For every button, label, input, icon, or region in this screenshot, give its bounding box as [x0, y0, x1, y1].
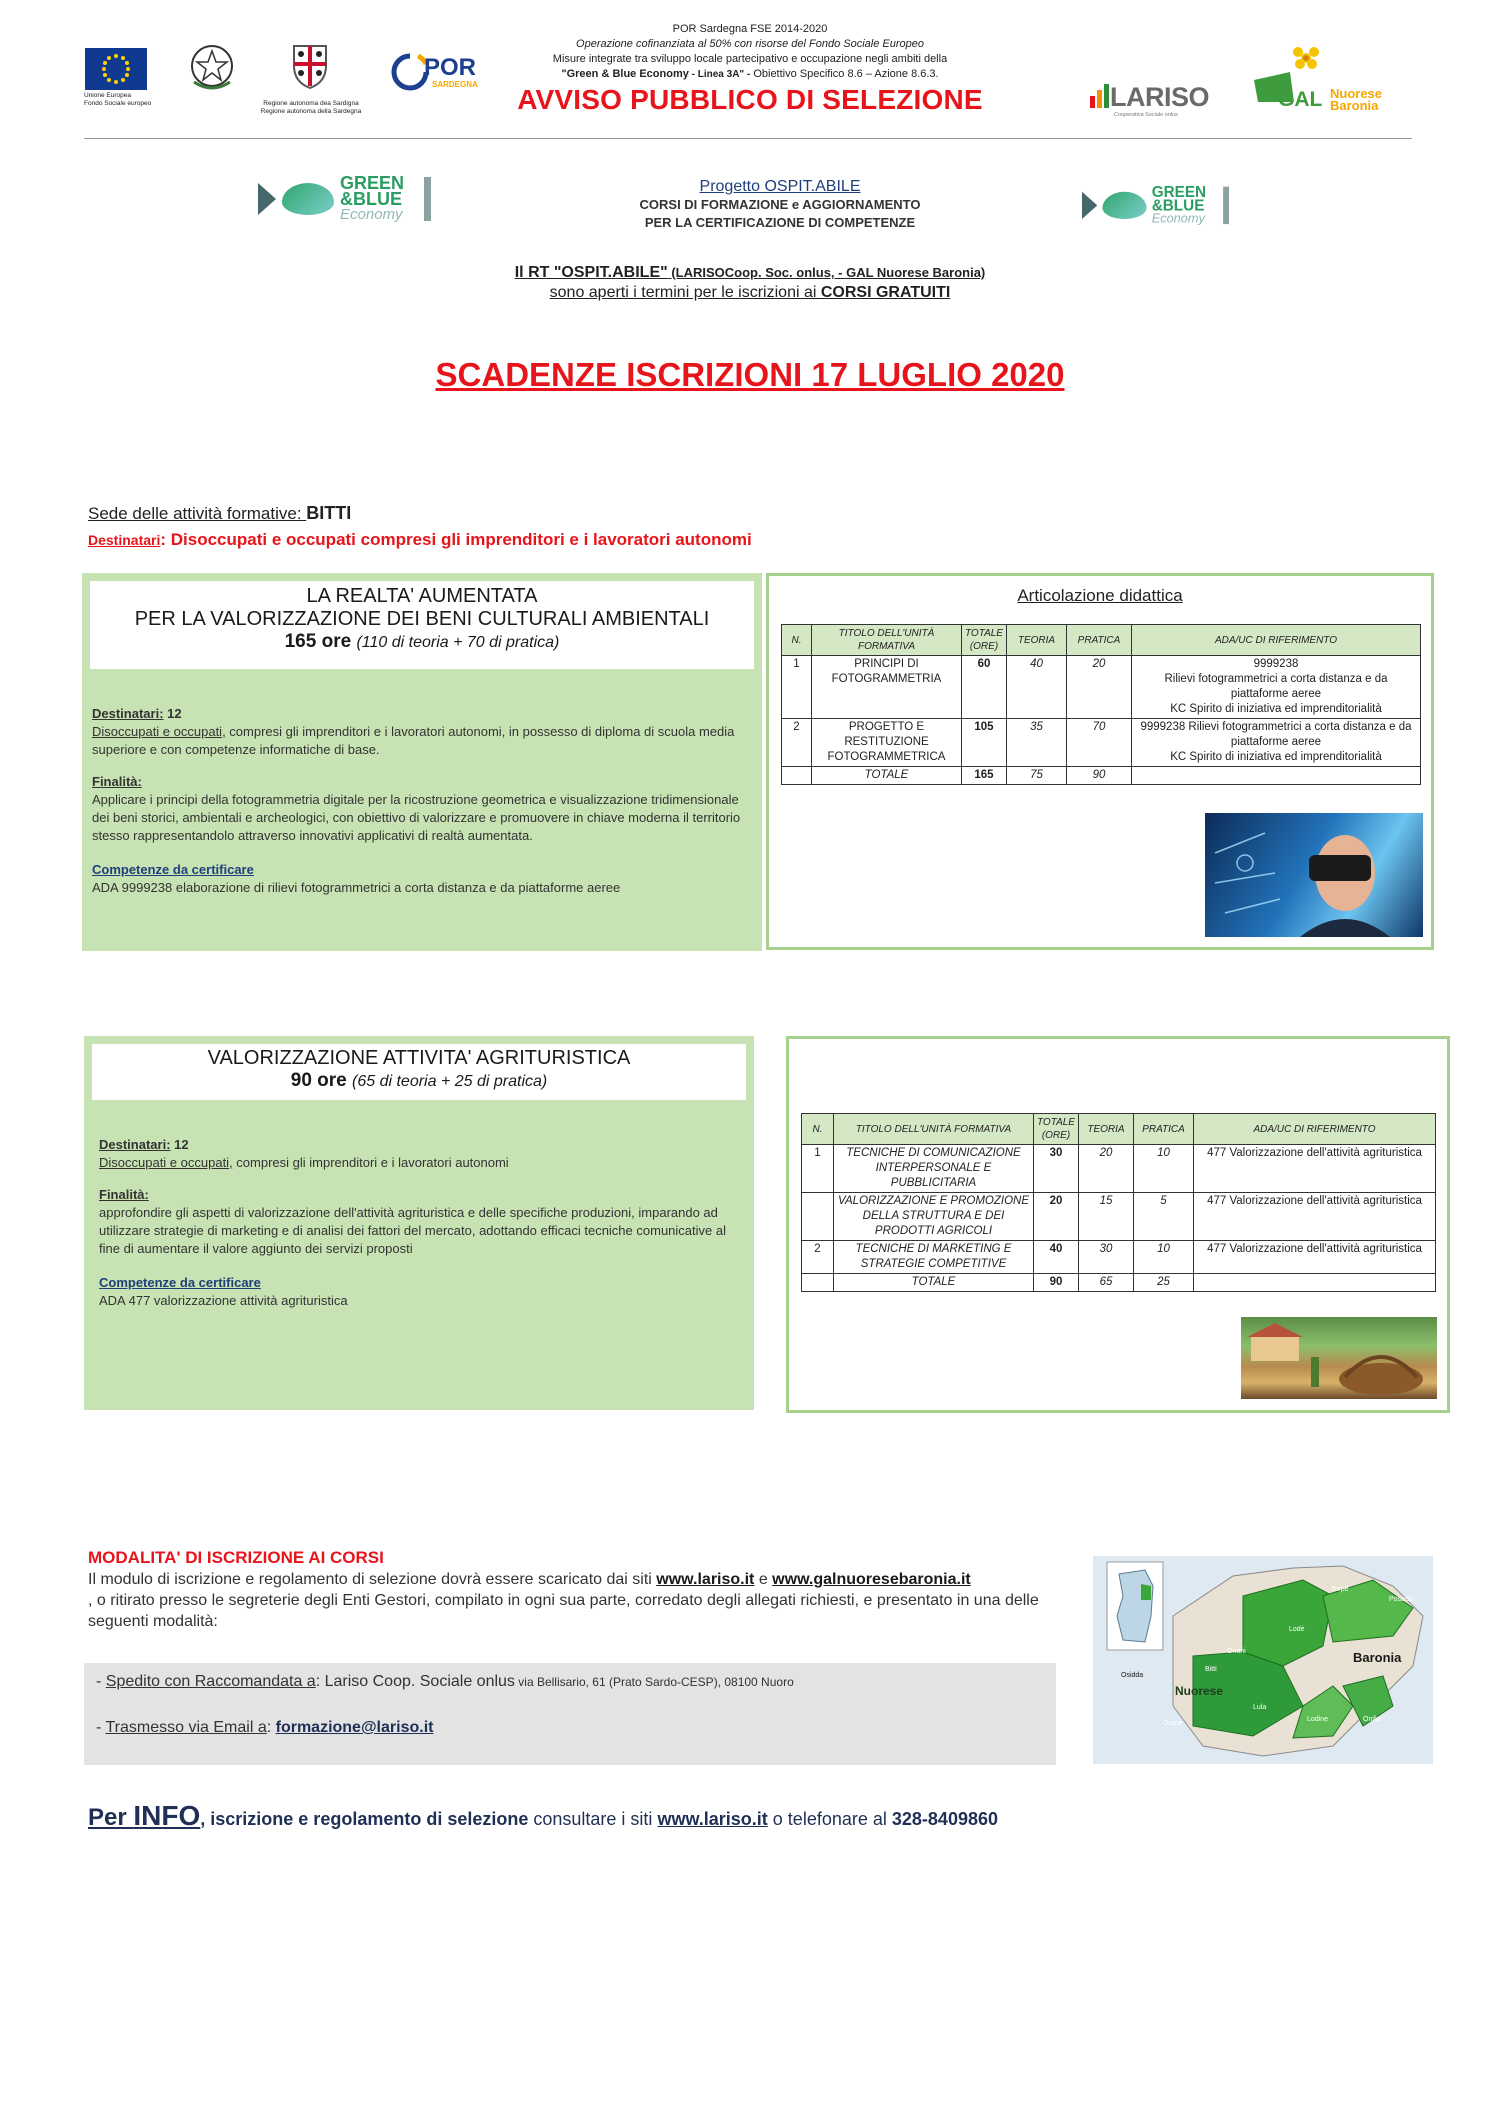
opt2-ul: Trasmesso via Email [105, 1719, 258, 1736]
course2-details [99, 1136, 744, 1310]
cell-title: TECNICHE DI MARKETING E STRATEGIE COMPETITIVE [834, 1241, 1034, 1274]
cell-title: TECNICHE DI COMUNICAZIONE INTERPERSONALE E PUBBLICITARIA [834, 1145, 1034, 1193]
cell-total-tot: 90 [1034, 1274, 1079, 1292]
course1-title-2: PER LA VALORIZZAZIONE DEI BENI CULTURALI AMBIENTALI [134, 608, 710, 630]
info-mid: , iscrizione e regolamento di selezione [200, 1809, 529, 1829]
course1-details [92, 705, 748, 897]
rt-rest: (LARISOCoop. Soc. onlus, - GAL Nuorese Baronia) [667, 265, 986, 280]
map-town: Lula [1253, 1704, 1267, 1711]
opt2-a: a [257, 1719, 267, 1736]
opt1-a: a [306, 1673, 316, 1690]
rt-bold: Il RT "OSPIT.ABILE" [514, 264, 668, 281]
course2-fin-label: Finalità: [99, 1187, 149, 1202]
course2-dest-text: compresi gli imprenditori e i lavoratori autonomi [232, 1155, 509, 1170]
header-line-2: Operazione cofinanziata al 50% con risorse del Fondo Sociale Europeo [576, 38, 924, 50]
sardegna-logo [288, 40, 332, 90]
gal-link[interactable]: www.galnuoresebaronia.it [772, 1571, 971, 1588]
opt1-mid: : Lariso Coop. Sociale onlus [315, 1673, 515, 1690]
gb-line3: Economy [340, 206, 403, 223]
course2-hours-line [92, 1070, 746, 1092]
col-n: N. [802, 1114, 834, 1145]
cell-total-tot: 165 [962, 767, 1007, 785]
map-region-baronia: Baronia [1353, 1650, 1402, 1665]
col-title: TITOLO DELL'UNITÀ FORMATIVA [812, 625, 962, 656]
map-town: Onani [1227, 1648, 1246, 1655]
option-raccomandata [96, 1673, 794, 1691]
course2-dest-count: 12 [170, 1137, 189, 1152]
modalita-paragraph [88, 1569, 1068, 1632]
col-teoria: TEORIA [1006, 625, 1066, 656]
course1-fin-text: Applicare i principi della fotogrammetria digitale per la ricostruzione geometrica e visualizzazione tridimensionale dei beni storici, ambientali e archeologici, con obiettivo di valorizzare e promuovere in chiave moderna il territorio stesso rappresentandolo attraverso innovativi applicativi di realtà aumentata. [92, 792, 741, 843]
map-region-nuorese: Nuorese [1175, 1684, 1224, 1698]
table-header-row [802, 1114, 1436, 1145]
gb-line1: GREEN [340, 173, 405, 193]
header-line-4-bold: "Green & Blue Economy [561, 68, 689, 80]
territory-map [1093, 1556, 1433, 1764]
info-link[interactable]: www.lariso.it [657, 1809, 768, 1829]
table-row [802, 1145, 1436, 1193]
course1-hours: 165 ore [284, 631, 352, 652]
opt1-ul: Spedito con Raccomandata [105, 1673, 307, 1690]
cell-n: 2 [782, 719, 812, 767]
rt-line-2 [420, 283, 1080, 303]
map-town: Posada [1389, 1596, 1413, 1603]
info-line [88, 1800, 1388, 1832]
cell-ada: 9999238 Rilievi fotogrammetrici a corta distanza e da piattaforme aeree KC Spirito di iniziativa ed imprenditorialità [1131, 656, 1420, 719]
option-email [96, 1719, 433, 1737]
lariso-logo [1090, 82, 1215, 116]
course1-curriculum-card [766, 573, 1434, 950]
cell-total-teo: 65 [1078, 1274, 1133, 1292]
sede-label: Sede delle attività formative: [88, 504, 307, 523]
course1-fin-label: Finalità: [92, 774, 142, 789]
cell-ada: 9999238 Rilievi fotogrammetrici a corta distanza e da piattaforme aeree KC Spirito di iniziativa ed imprenditorialità [1131, 719, 1420, 767]
cell-total-label: TOTALE [812, 767, 962, 785]
cell-total: 105 [962, 719, 1007, 767]
cell-teoria: 30 [1078, 1241, 1133, 1274]
cell-teoria: 15 [1078, 1193, 1133, 1241]
col-n: N. [782, 625, 812, 656]
course1-dest-count: 12 [163, 706, 182, 721]
gb-line2: &BLUE [340, 189, 402, 209]
col-title: TITOLO DELL'UNITÀ FORMATIVA [834, 1114, 1034, 1145]
cell-n: 1 [782, 656, 812, 719]
green-blue-logo-right [1082, 185, 1229, 226]
course1-table [781, 624, 1421, 785]
table-row [782, 719, 1421, 767]
cell-total: 60 [962, 656, 1007, 719]
cell-pratica: 70 [1066, 719, 1131, 767]
sardegna-caption: Regione autonoma dea Sardigna Regione autonoma della Sardegna [260, 100, 362, 115]
cell-title: PRINCIPI DI FOTOGRAMMETRIA [812, 656, 962, 719]
gal-text: GAL [1278, 88, 1323, 111]
table-total-row [782, 767, 1421, 785]
course2-title-1: VALORIZZAZIONE ATTIVITA' AGRITURISTICA [207, 1047, 631, 1069]
course1-comp-text: ADA 9999238 elaborazione di rilievi fotogrammetrici a corta distanza e da piattaforme aeree [92, 880, 621, 895]
destinatari-value: Disoccupati e occupati compresi gli imprenditori e i lavoratori autonomi [170, 530, 752, 549]
lariso-link[interactable]: www.lariso.it [656, 1571, 755, 1588]
col-ada: ADA/UC DI RIFERIMENTO [1193, 1114, 1435, 1145]
map-town: Lodine [1307, 1716, 1329, 1723]
deadline-title: SCADENZE ISCRIZIONI 17 LUGLIO 2020 [435, 356, 1065, 393]
header-divider [84, 138, 1412, 139]
table-row [782, 656, 1421, 719]
leaf-icon [1102, 192, 1146, 219]
lariso-bars-icon [1090, 84, 1112, 108]
modalita-and: e [754, 1571, 773, 1588]
cell-pratica: 10 [1133, 1241, 1193, 1274]
arrow-icon [258, 183, 276, 215]
cell-ada: 477 Valorizzazione dell'attività agrituristica [1193, 1193, 1435, 1241]
shield-icon [288, 40, 332, 90]
header-text [450, 22, 1050, 116]
cell-ada: 477 Valorizzazione dell'attività agrituristica [1193, 1241, 1435, 1274]
course1-hours-detail: (110 di teoria + 70 di pratica) [356, 634, 560, 651]
course1-hours-line [90, 631, 754, 653]
arrow-icon [1082, 192, 1097, 219]
table-total-row [802, 1274, 1436, 1292]
course2-title-box [92, 1044, 746, 1100]
destinatari-colon: : [160, 530, 171, 549]
course1-table-title: Articolazione didattica [1017, 586, 1183, 605]
col-pratica: PRATICA [1066, 625, 1131, 656]
agritourism-photo [1241, 1317, 1437, 1399]
opt1-addr: via Bellisario, 61 (Prato Sardo-CESP), 08100 Nuoro [514, 1675, 794, 1689]
cell-n: 2 [802, 1241, 834, 1274]
green-blue-text [340, 175, 404, 223]
cell-pratica: 10 [1133, 1145, 1193, 1193]
eu-flag-logo [85, 48, 147, 90]
page-title: AVVISO PUBBLICO DI SELEZIONE [517, 84, 983, 115]
course1-dest-desc [92, 723, 748, 759]
opt2-dash: - [96, 1719, 106, 1736]
email-link[interactable]: formazione@lariso.it [275, 1719, 434, 1736]
course2-dest [99, 1136, 744, 1154]
col-total: TOTALE (ORE) [962, 625, 1007, 656]
cell-title: VALORIZZAZIONE E PROMOZIONE DELLA STRUTTURA E DEI PRODOTTI AGRICOLI [834, 1193, 1034, 1241]
col-total: TOTALE (ORE) [1034, 1114, 1079, 1145]
col-pratica: PRATICA [1133, 1114, 1193, 1145]
cell-total-label: TOTALE [834, 1274, 1034, 1292]
table-row [802, 1241, 1436, 1274]
gb-line1: GREEN [1151, 183, 1207, 201]
cell-total: 30 [1034, 1145, 1079, 1193]
rt-line-2-bold: CORSI GRATUITI [820, 284, 951, 301]
gal-logo [1250, 44, 1395, 122]
info-per: Per INFO [88, 1800, 201, 1831]
sede-value: BITTI [306, 503, 352, 523]
course2-hours: 90 ore [290, 1070, 347, 1091]
gb-line2: &BLUE [1151, 196, 1205, 214]
gb-bar [424, 177, 431, 221]
course2-panel [84, 1036, 754, 1410]
map-town: Orune [1163, 1720, 1183, 1727]
lariso-text: LARISO [1110, 82, 1210, 112]
green-blue-logo-left [258, 175, 431, 223]
course1-dest-label: Destinatari: [92, 706, 164, 721]
cell-total-pra: 90 [1066, 767, 1131, 785]
header-line-4-linea: - Linea 3A" - [688, 69, 751, 80]
por-text: POR [424, 54, 477, 81]
por-sardegna-logo [390, 52, 485, 94]
gal-name-2: Baronia [1330, 98, 1379, 113]
info-consult: consultare i siti [528, 1809, 658, 1829]
course2-dest-ul: Disoccupati e occupati, [99, 1155, 233, 1170]
sede-line [88, 503, 351, 524]
cell-pratica: 20 [1066, 656, 1131, 719]
cell-title: PROGETTO E RESTITUZIONE FOTOGRAMMETRICA [812, 719, 962, 767]
por-sub: SARDEGNA [432, 80, 478, 89]
vr-headset-photo [1205, 813, 1423, 937]
info-tel-pre: o telefonare al [767, 1809, 892, 1829]
italy-emblem-logo [188, 42, 236, 94]
course2-dest-label: Destinatari: [99, 1137, 171, 1152]
header-line-4-rest: Obiettivo Specifico 8.6 – Azione 8.6.3. [750, 68, 939, 80]
course1-comp-label: Competenze da certificare [92, 862, 254, 877]
eu-caption: Unione Europea Fondo Sociale europeo [84, 92, 152, 107]
table-row [802, 1193, 1436, 1241]
modalita-p1-pre: Il modulo di iscrizione e regolamento di selezione dovrà essere scaricato dai siti [88, 1571, 657, 1588]
header-line-4 [450, 67, 1050, 82]
course1-dest [92, 705, 748, 723]
eu-stars-icon [85, 48, 147, 90]
project-line-3: PER LA CERTIFICAZIONE DI COMPETENZE [644, 215, 916, 230]
col-teoria: TEORIA [1078, 1114, 1133, 1145]
modalita-title: MODALITA' DI ISCRIZIONE AI CORSI [88, 1548, 384, 1567]
course2-hours-detail: (65 di teoria + 25 di pratica) [352, 1073, 548, 1090]
course2-curriculum-card [786, 1036, 1450, 1413]
vr-person-icon [1205, 813, 1423, 937]
table-header-row [782, 625, 1421, 656]
rt-line-2-pre: sono aperti i termini per le iscrizioni ai [549, 284, 821, 301]
map-town: Osidda [1121, 1672, 1144, 1679]
info-tel: 328-8409860 [891, 1809, 998, 1829]
course2-comp-label: Competenze da certificare [99, 1275, 261, 1290]
course2-fin-text: approfondire gli aspetti di valorizzazione dell'attività agrituristica e delle specifiche produzioni, imparando ad utilizzare strategie di marketing e di analisi dei fattori del mercato, adottando efficaci tecniche comunicative al fine di aumentare il valore aggiunto dei servizi proposti [99, 1205, 726, 1256]
destinatari-label: Destinatari [88, 532, 161, 548]
map-town: Bitti [1205, 1666, 1217, 1673]
course2-comp-text: ADA 477 valorizzazione attività agrituristica [99, 1293, 348, 1308]
opt1-dash: - [96, 1673, 106, 1690]
cell-total-pra: 25 [1133, 1274, 1193, 1292]
cell-n [802, 1193, 834, 1241]
cell-teoria: 40 [1006, 656, 1066, 719]
cell-pratica: 5 [1133, 1193, 1193, 1241]
rt-block [420, 262, 1080, 303]
map-town: Lodè [1289, 1626, 1305, 1633]
gal-name-1: Nuorese [1330, 86, 1383, 101]
course1-dest-ul: Disoccupati e occupati, [92, 724, 226, 739]
modalita-p1-post: , o ritirato presso le segreterie degli Enti Gestori, compilato in ogni sua parte, corredato degli allegati richiesti, e presentato in una delle seguenti modalità: [88, 1592, 1039, 1630]
col-ada: ADA/UC DI RIFERIMENTO [1131, 625, 1420, 656]
cell-n: 1 [802, 1145, 834, 1193]
green-blue-text [1152, 185, 1206, 226]
lariso-sub: Cooperativa Sociale onlus [1114, 112, 1178, 118]
leaf-icon [282, 183, 334, 215]
opt2-mid: : [266, 1719, 276, 1736]
picnic-basket-icon [1241, 1317, 1437, 1399]
cell-teoria: 35 [1006, 719, 1066, 767]
cell-ada: 477 Valorizzazione dell'attività agrituristica [1193, 1145, 1435, 1193]
submission-options-box [84, 1663, 1056, 1765]
course2-table [801, 1113, 1436, 1292]
course1-panel [82, 573, 762, 951]
emblem-icon [188, 42, 236, 94]
gb-bar [1223, 187, 1229, 224]
map-town: Torpè [1331, 1586, 1349, 1593]
project-name: Progetto OSPIT.ABILE [699, 178, 861, 195]
cell-total: 40 [1034, 1241, 1079, 1274]
project-block [560, 178, 1000, 232]
gb-line3: Economy [1151, 211, 1205, 226]
rt-line-1 [420, 262, 1080, 283]
course1-dest-text: compresi gli imprenditori e i lavoratori autonomi, in possesso di diploma di scuola media superiore e con competenze informatiche di base. [92, 724, 735, 757]
cell-teoria: 20 [1078, 1145, 1133, 1193]
course1-title-1: LA REALTA' AUMENTATA [306, 585, 538, 607]
cell-total: 20 [1034, 1193, 1079, 1241]
project-line-2: CORSI DI FORMAZIONE e AGGIORNAMENTO [639, 197, 921, 212]
gal-name [1330, 88, 1382, 112]
cell-total-teo: 75 [1006, 767, 1066, 785]
course2-dest-desc [99, 1154, 744, 1172]
map-town: Onifai [1363, 1716, 1382, 1723]
destinatari-line [88, 530, 752, 550]
header-line-3: Misure integrate tra sviluppo locale partecipativo e occupazione negli ambiti della [552, 53, 948, 65]
header-line-1: POR Sardegna FSE 2014-2020 [672, 23, 828, 35]
course1-title-box [90, 581, 754, 669]
